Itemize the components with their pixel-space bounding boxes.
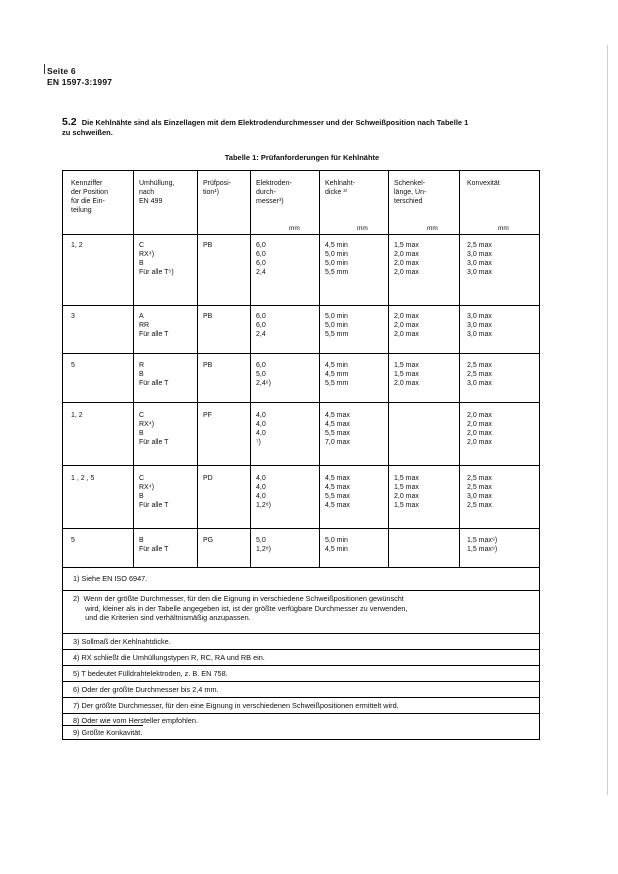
- row3-test-position: PB: [203, 362, 213, 369]
- row-divider: [63, 305, 539, 306]
- row1-test-position: PB: [203, 242, 213, 249]
- page-number: Seite 6: [47, 66, 76, 76]
- col-divider: [250, 171, 251, 567]
- row1-diameter: 6,0 6,0 6,0 2,4: [256, 242, 266, 276]
- footnote-7: 7) Der größte Durchmesser, für den eine Eignung in verschiedenen Schweißpositionen ermittelt wird.: [73, 701, 399, 710]
- footnote-divider: [63, 590, 539, 591]
- requirements-table: [62, 170, 540, 740]
- unit-convexity: mm: [498, 225, 509, 232]
- row-divider: [63, 528, 539, 529]
- header-position-code: Kennziffer der Position für die Ein- teilung: [71, 180, 108, 214]
- row1-throat: 4,5 min 5,0 min 5,0 min 5,5 mm: [325, 242, 349, 276]
- row1-convexity: 2,5 max 3,0 max 3,0 max 3,0 max: [467, 242, 492, 276]
- row2-diameter: 6,0 6,0 2,4: [256, 313, 266, 338]
- row5-position-code: 1 , 2 , 5: [71, 475, 95, 482]
- row-divider: [63, 234, 539, 235]
- row4-position-code: 1, 2: [71, 412, 83, 419]
- col-divider: [459, 171, 460, 567]
- row-divider: [63, 465, 539, 466]
- col-divider: [319, 171, 320, 567]
- row4-coating: C RX⁴) B Für alle T: [139, 412, 169, 446]
- row2-convexity: 3,0 max 3,0 max 3,0 max: [467, 313, 492, 338]
- unit-throat: mm: [357, 225, 368, 232]
- row3-convexity: 2,5 max 2,5 max 3,0 max: [467, 362, 492, 387]
- row4-test-position: PF: [203, 412, 212, 419]
- row5-leg: 1,5 max 1,5 max 2,0 max 1,5 max: [394, 475, 419, 509]
- row1-leg: 1,5 max 2,0 max 2,0 max 2,0 max: [394, 242, 419, 276]
- footnote-1: 1) Siehe EN ISO 6947.: [73, 574, 148, 583]
- section-paragraph: [62, 117, 542, 138]
- row5-test-position: PD: [203, 475, 213, 482]
- footnote-3: 3) Sollmaß der Kehlnahtdicke.: [73, 637, 171, 646]
- row-divider: [63, 567, 539, 568]
- row6-diameter: 5,0 1,2⁸): [256, 537, 272, 553]
- row1-position-code: 1, 2: [71, 242, 83, 249]
- footnote-9: 9) Größte Konkavität.: [73, 728, 143, 737]
- margin-rule: [607, 45, 608, 795]
- footnote-divider: [63, 665, 539, 666]
- left-margin-mark: [44, 64, 45, 74]
- footnote-5: 5) T bedeutet Fülldrahtelektroden, z. B. EN 758.: [73, 669, 228, 678]
- row1-coating: C RX⁴) B Für alle T⁵): [139, 242, 174, 276]
- standard-id: EN 1597-3:1997: [47, 77, 113, 87]
- row4-convexity: 2,0 max 2,0 max 2,0 max 2,0 max: [467, 412, 492, 446]
- row6-coating: B Für alle T: [139, 537, 169, 553]
- footnote-2: 2) Wenn der größte Durchmesser, für den die Eignung in verschiedene Schweißpositionen gewünscht wird, kleiner als in der Tabelle angegeben ist, ist der größte verfügbare Durchmesser zu verwenden, und die Kriterien sind verhältnismäßig anzupassen.: [73, 594, 408, 622]
- header-convexity: Konvexität: [467, 180, 500, 187]
- footnote-8: 8) Oder wie vom Hersteller empfohlen.: [73, 716, 198, 725]
- footnote-divider: [63, 697, 539, 698]
- footnote-divider: [63, 649, 539, 650]
- section-number: 5.2: [62, 116, 77, 128]
- row5-diameter: 4,0 4,0 4,0 1,2⁸): [256, 475, 272, 509]
- row3-coating: R B Für alle T: [139, 362, 169, 387]
- row-divider: [63, 353, 539, 354]
- row2-position-code: 3: [71, 313, 75, 320]
- col-divider: [133, 171, 134, 567]
- header-throat-thickness: Kehlnaht- dicke ³⁾: [325, 180, 355, 196]
- footnote-divider: [63, 681, 539, 682]
- header-test-position: Prüfposi- tion¹): [203, 180, 232, 196]
- row6-position-code: 5: [71, 537, 75, 544]
- section-text-line1: Die Kehlnähte sind als Einzellagen mit dem Elektrodendurchmesser und der Schweißposition nach Tabelle 1: [81, 118, 469, 127]
- header-electrode-diameter: Elektroden- durch- messer³): [256, 180, 292, 205]
- row5-coating: C RX⁴) B Für alle T: [139, 475, 169, 509]
- header-coating: Umhüllung, nach EN 499: [139, 180, 175, 205]
- row6-convexity: 1,5 max⁹) 1,5 max⁹): [467, 537, 498, 553]
- unit-leg: mm: [427, 225, 438, 232]
- footnote-4: 4) RX schließt die Umhüllungstypen R, RC, RA und RB ein.: [73, 653, 265, 662]
- header-leg-length: Schenkel- länge, Un- terschied: [394, 180, 427, 205]
- row2-leg: 2,0 max 2,0 max 2,0 max: [394, 313, 419, 338]
- col-divider: [388, 171, 389, 567]
- row5-convexity: 2,5 max 2,5 max 3,0 max 2,5 max: [467, 475, 492, 509]
- row3-diameter: 6,0 5,0 2,4⁶): [256, 362, 271, 387]
- section-text-line2: zu schweißen.: [62, 128, 113, 137]
- row3-leg: 1,5 max 1,5 max 2,0 max: [394, 362, 419, 387]
- row2-throat: 5,0 min 5,0 min 5,5 mm: [325, 313, 349, 338]
- row5-throat: 4,5 max 4,5 max 5,5 max 4,5 max: [325, 475, 350, 509]
- row4-throat: 4,5 max 4,5 max 5,5 max 7,0 max: [325, 412, 350, 446]
- row-divider: [63, 402, 539, 403]
- footnote-divider: [63, 713, 539, 714]
- footnote-divider: [63, 633, 539, 634]
- unit-diameter: mm: [289, 225, 300, 232]
- row3-throat: 4,5 min 4,5 mm 5,5 mm: [325, 362, 349, 387]
- table-caption: Tabelle 1: Prüfanforderungen für Kehlnähte: [224, 153, 380, 162]
- row4-diameter: 4,0 4,0 4,0 ⁷): [256, 412, 266, 446]
- row2-coating: A RR Für alle T: [139, 313, 169, 338]
- col-divider: [197, 171, 198, 567]
- row3-position-code: 5: [71, 362, 75, 369]
- row6-test-position: PG: [203, 537, 214, 544]
- row2-test-position: PB: [203, 313, 213, 320]
- row6-throat: 5,0 min 4,5 min: [325, 537, 348, 553]
- footnote-6: 6) Oder der größte Durchmesser bis 2,4 mm.: [73, 685, 219, 694]
